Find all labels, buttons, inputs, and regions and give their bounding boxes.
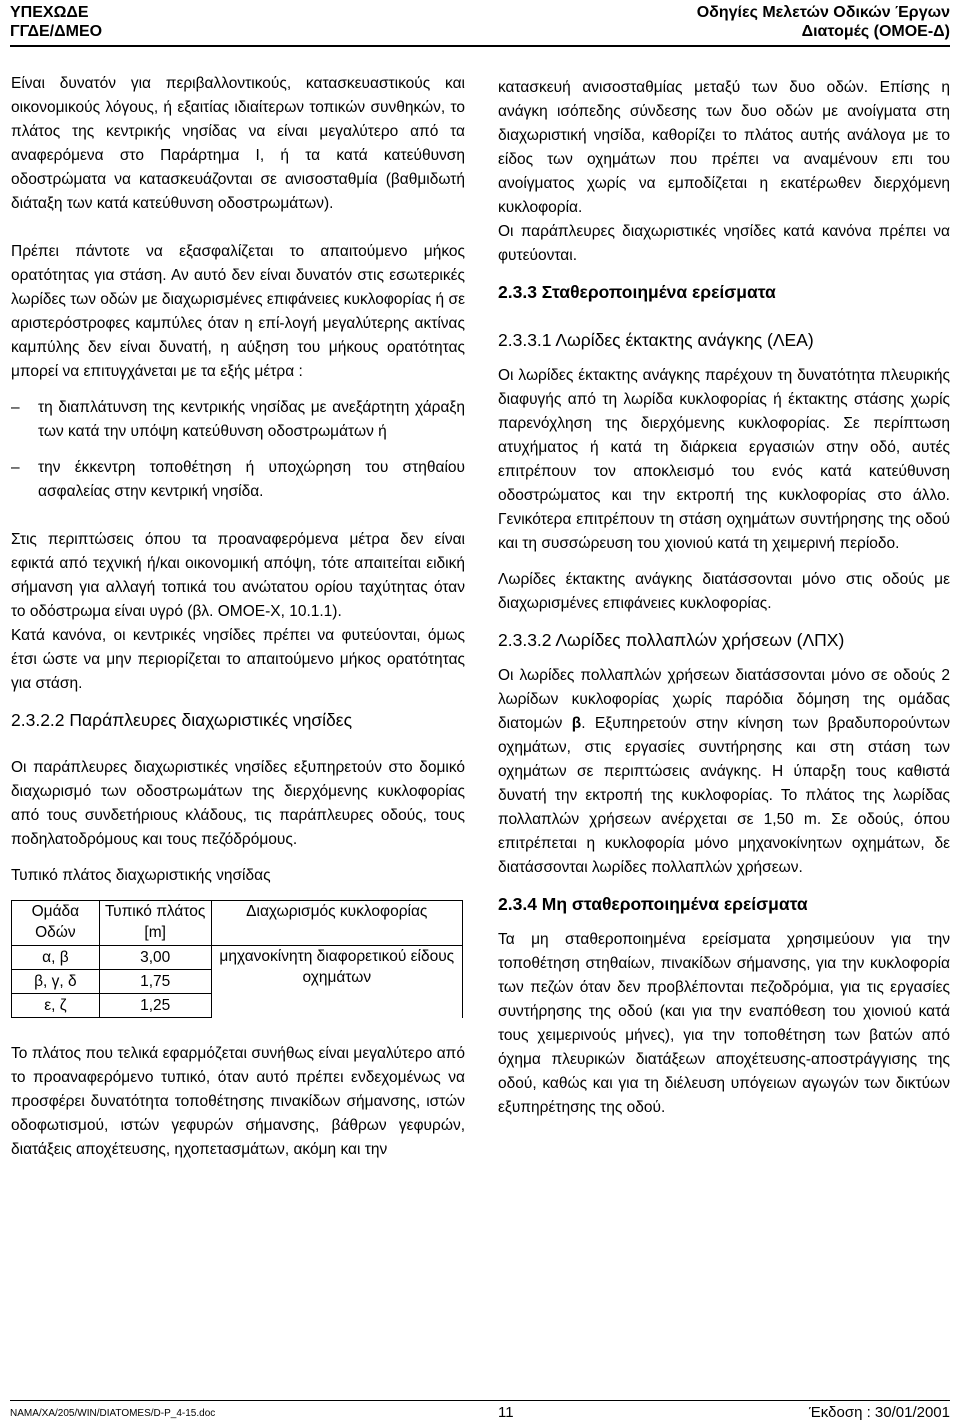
header-left [10,3,102,41]
paragraph-part: Οι λωρίδες πολλαπλών χρήσεων διατάσσονται μόνο σε οδούς 2 λωρίδων κυκλοφορίας χωρίς παρόδια δόμηση της ομάδας διατομών [498,667,950,732]
separator-width-table [11,900,463,1018]
page-number: 11 [498,1404,514,1421]
section-heading: 2.3.2.2 Παράπλευρες διαχωριστικές νησίδες [11,710,353,730]
section-heading: 2.3.3 Σταθεροποιημένα ερείσματα [498,282,776,302]
footer-edition: Έκδοση : 30/01/2001 [809,1404,950,1421]
header-rule [10,45,950,47]
table-row [12,946,463,970]
bullet-text: τη διαπλάτυνση της κεντρικής νησίδας με ανεξάρτητη χάραξη των κατά την υπόψη κατεύθυνση οδοστρωμάτων ή [38,399,465,440]
table-header: Ομάδα Οδών [12,901,100,946]
dash-bullet: – [11,399,20,416]
paragraph: Οι παράπλευρες διαχωριστικές νησίδες εξυπηρετούν στο δομικό διαχωρισμό των οδοστρωμάτων της διερχόμενης κυκλοφορίας από τους συνδετήριους κλάδους, τις παράπλευρες οδούς, τους ποδηλατοδρόμους και τους πεζόδρόμους. [11,759,465,848]
right-column [498,76,950,1120]
table-cell: β, γ, δ [12,970,100,994]
table-cell: 1,75 [99,970,211,994]
paragraph: Τα μη σταθεροποιημένα ερείσματα χρησιμεύουν για την τοποθέτηση στηθαίων, πινακίδων σήμανσης, για την κυκλοφορία των πεζών όταν δεν προβλέπονται πεζοδρόμια, για τις εργασίες συντήρησης της οδού (και για την εναπόθεση του χιονιού κατά τους χειμερινούς μήνες), για την τοποθέτηση των βατών από όχημα πλευρικών διατάξεων αποχέτευσης-αποστράγγισης της οδού, καθώς και για τη διέλευση υπόγειων αγωγών των δικτύων εξυπηρέτησης της οδού. [498,931,950,1116]
paragraph: Λωρίδες έκτακτης ανάγκης διατάσσονται μόνο στις οδούς με διαχωρισμένες επιφάνειες κυκλοφορίας. [498,571,950,612]
bullet-item [11,456,465,504]
page-header [0,0,960,52]
section-heading: 2.3.3.2 Λωρίδες πολλαπλών χρήσεων (ΛΠΧ) [498,630,845,650]
header-right [697,3,950,41]
paragraph: Πρέπει πάντοτε να εξασφαλίζεται το απαιτούμενο μήκος ορατότητας για στάση. Αν αυτό δεν είναι δυνατόν στις εσωτερικές λωρίδες των οδών με διαχωρισμένες επιφάνειες κυκλοφορίας ή σε αριστερόστροφες καμπύλες όταν η επί-λογή μεγαλύτερης ακτίνας καμπύλης δεν είναι δυνατή, η αύξηση του μήκους ορατότητας μπορεί να επιτυγχάνεται με τα εξής μέτρα : [11,243,465,380]
header-document-subtitle: Διατομές (ΟΜΟΕ-Δ) [801,23,950,40]
table-cell: 3,00 [99,946,211,970]
paragraph-part: . Εξυπηρετούν στην κίνηση των βραδυπορούντων οχημάτων, στις εργασίες συντήρησης και στη στάση των οχημάτων σε περιπτώσεις ανάγκης. Η ύπαρξη τους καθιστά δυνατή την εκτροπή της κυκλοφορίας. Το πλάτος της λωρίδας πολλαπλών χρήσεων ανέρχεται σε 1,50 m. Σε οδούς, όπου επιτρέπεται η κυκλοφορία μόνο μηχανοκίνητων οχημάτων, δε διατάσσονται λωρίδες πολλαπλών χρήσεων. [498,715,950,876]
table-header: Τυπικό πλάτος [m] [99,901,211,946]
header-department: ΓΓΔΕ/ΔΜΕΟ [10,23,103,40]
table-caption: Τυπικό πλάτος διαχωριστικής νησίδας [11,867,271,884]
dash-bullet: – [11,459,20,476]
paragraph: Το πλάτος που τελικά εφαρμόζεται συνήθως είναι μεγαλύτερο από το προαναφερόμενο τυπικό, όταν αυτό πρέπει ενδεχομένως να προσφέρει δυνατότητα τοποθέτησης πινακίδων σήμανσης, ιστών οδοφωτισμού, ιστών γεφυρών σήμανσης, βάθρων γεφυρών, διατάξεις αποχέτευσης, ηχοπετασμάτων, ακόμη και την [11,1045,465,1158]
header-document-title: Οδηγίες Μελετών Οδικών Έργων [696,4,950,21]
table-cell: ε, ζ [12,994,100,1018]
paragraph [498,664,950,880]
section-heading: 2.3.4 Μη σταθεροποιημένα ερείσματα [498,894,808,914]
table-cell: α, β [12,946,100,970]
header-ministry: ΥΠΕΧΩΔΕ [10,4,89,21]
table-cell-separation: μηχανοκίνητη διαφορετικού είδους οχημάτων [211,946,462,1018]
footer-file-code: NAMA/XA/205/WIN/DIATOMES/D-P_4-15.doc [10,1408,216,1419]
bullet-text: την έκκεντρη τοποθέτηση ή υποχώρηση του στηθαίου ασφαλείας στην κεντρική νησίδα. [38,459,465,500]
paragraph: Οι λωρίδες έκτακτης ανάγκης παρέχουν τη δυνατότητα πλευρικής διαφυγής από τη λωρίδα κυκλοφορίας ή έκτακτης στάσης χωρίς παρενόχληση της διερχόμενης κυκλοφορίας. Σε περίπτωση ατυχήματος ή κατά τη διάρκεια εργασιών στην οδό, αυτές επιτρέπουν τον αποκλεισμό του ενός κατά κατεύθυνση οδοστρώματος και την εκτροπή της κυκλοφορίας στο άλλο. Γενικότερα επιτρέπουν τη στάση οχημάτων συντήρησης της οδού και τη συσσώρευση του χιονιού κατά τη χειμερινή περίοδο. [498,367,950,552]
paragraph: Οι παράπλευρες διαχωριστικές νησίδες κατά κανόνα πρέπει να φυτεύονται. [498,223,950,264]
section-heading: 2.3.3.1 Λωρίδες έκτακτης ανάγκης (ΛΕΑ) [498,330,814,350]
paragraph: Στις περιπτώσεις όπου τα προαναφερόμενα μέτρα δεν είναι εφικτά από τεχνική ή/και οικονομική απόψη, τότε απαιτείται ειδική σήμανση για αλλαγή τοπικά του ανώτατου ορίου ταχύτητας όταν το οδόστρωμα είναι υγρό (βλ. ΟΜΟΕ-Χ, 10.1.1). [11,531,465,620]
footer-rule [10,1400,950,1401]
paragraph: Είναι δυνατόν για περιβαλλοντικούς, κατασκευαστικούς και οικονομικούς λόγους, ή εξαιτίας ιδιαίτερων τοπικών συνθηκών, το πλάτος της κεντρικής νησίδας να είναι μεγαλύτερο από τα αναφερόμενα στο Παράρτημα Ι, ή τα κατά κατεύθυνση οδοστρώματα να κατασκευάζονται σε ανισοσταθμία (βαθμιδωτή διάταξη των κατά κατεύθυνση οδοστρωμάτων). [11,75,465,212]
bullet-item [11,396,465,444]
table-header: Διαχωρισμός κυκλοφορίας [211,901,462,946]
left-column [11,72,465,1162]
paragraph: Κατά κανόνα, οι κεντρικές νησίδες πρέπει να φυτεύονται, όμως έτσι ώστε να μην περιορίζεται το απαιτούμενο μήκος ορατότητας για στάση. [11,627,465,692]
paragraph-bold-part: β [571,715,582,732]
page-footer [10,1404,950,1424]
table-cell: 1,25 [99,994,211,1018]
paragraph: κατασκευή ανισοσταθμίας μεταξύ των δυο οδών. Επίσης η ανάγκη ισόπεδης σύνδεσης των δυο οδών με ανοίγματα στη διαχωριστική νησίδα, καθορίζει το πλάτος αυτής ανάλογα με το είδος των οχημάτων που πρέπει να αναμένουν επι του ανοίγματος χωρίς να εμποδίζεται η εκατέρωθεν διερχόμενη κυκλοφορία. [498,79,950,216]
